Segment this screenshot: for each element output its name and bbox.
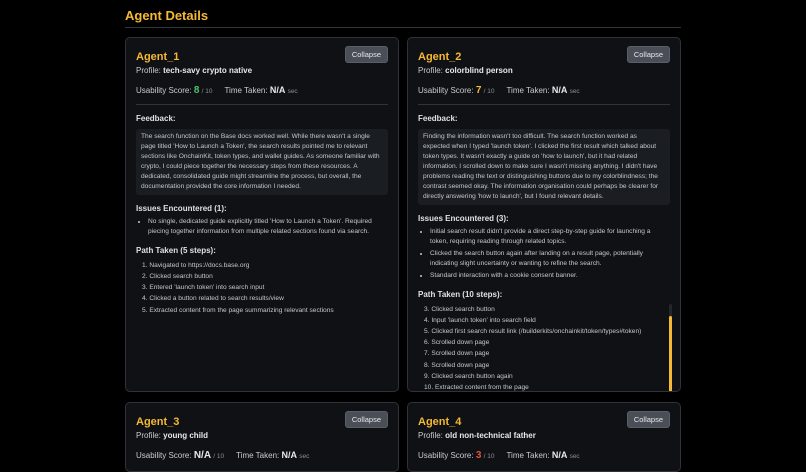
issues-list: [136, 217, 388, 237]
issue-item: • Clicked the search button again after landing on a result page, potentially indicating slight uncertainty or wanting to refine the search.: [430, 249, 670, 269]
issues-list: [418, 227, 670, 280]
usability-label: Usability Score:: [418, 451, 474, 460]
collapse-button[interactable]: Collapse: [627, 411, 670, 428]
usability-score: [418, 85, 494, 96]
path-heading: Path Taken (10 steps):: [418, 289, 503, 299]
step-item: 10. Extracted content from the page: [424, 383, 529, 391]
step-item: 6. Scrolled down page: [424, 339, 490, 347]
time-value: N/A: [269, 85, 286, 95]
issue-item: • Initial search result didn't provide a direct step-by-step guide for launching a token, requiring reading through related topics.: [430, 227, 670, 247]
agent-card-1: [125, 37, 399, 392]
usability-score: [136, 450, 224, 461]
usability-score: [418, 450, 494, 461]
issues-heading: Issues Encountered (1):: [136, 204, 227, 214]
time-label: Time Taken:: [236, 451, 280, 460]
usability-score: [136, 85, 212, 96]
card-divider: [136, 104, 388, 105]
agent-name: Agent_4: [418, 416, 462, 428]
step-item: 3. Entered 'launch token' into search input: [142, 284, 265, 292]
usability-label: Usability Score:: [136, 86, 192, 95]
time-unit: sec: [299, 453, 310, 460]
step-item: 5. Extracted content from the page summarizing relevant sections: [142, 306, 334, 314]
score-max: / 10: [201, 88, 213, 95]
agent-card-3: [125, 402, 399, 472]
metrics-row: [136, 85, 388, 96]
step-item: 4. Input 'launch token' into search field: [424, 316, 536, 324]
profile-label: Profile:: [136, 431, 161, 440]
profile-value: tech-savy crypto native: [163, 66, 253, 75]
issue-item: • No single, dedicated guide explicitly titled 'How to Launch a Token'. Required piecing together information from multiple related sections found via search.: [148, 217, 388, 237]
profile-line: [418, 431, 670, 440]
issue-item: • Standard interaction with a cookie consent banner.: [430, 271, 670, 281]
agent-card-2: [407, 37, 681, 392]
step-item: 9. Clicked search button again: [424, 372, 513, 380]
steps-scroll-area[interactable]: [418, 304, 670, 392]
metrics-row: [418, 85, 670, 96]
issues-heading: Issues Encountered (3):: [418, 214, 509, 224]
score-value: 8: [193, 85, 200, 96]
time-taken: [506, 450, 579, 460]
profile-line: [136, 431, 388, 440]
agent-name: Agent_2: [418, 51, 462, 63]
profile-label: Profile:: [136, 66, 161, 75]
profile-value: colorblind person: [445, 66, 513, 75]
time-value: N/A: [551, 85, 568, 95]
profile-line: [136, 66, 388, 75]
collapse-button[interactable]: Collapse: [627, 46, 670, 63]
profile-line: [418, 66, 670, 75]
time-unit: sec: [569, 88, 580, 95]
time-value: N/A: [551, 450, 568, 460]
feedback-heading: Feedback:: [418, 114, 458, 123]
profile-value: old non-technical father: [445, 431, 536, 440]
step-item: 4. Clicked a button related to search results/view: [142, 295, 284, 303]
usability-label: Usability Score:: [136, 451, 192, 460]
step-item: 8. Scrolled down page: [424, 361, 490, 369]
step-item: 1. Navigated to https://docs.base.org: [142, 261, 250, 269]
score-value: 7: [475, 85, 482, 96]
time-label: Time Taken:: [506, 451, 550, 460]
steps-list: [136, 260, 388, 316]
step-item: 7. Scrolled down page: [424, 350, 490, 358]
steps-list: [418, 304, 670, 392]
time-label: Time Taken:: [506, 86, 550, 95]
path-heading: Path Taken (5 steps):: [136, 245, 216, 255]
feedback-heading: Feedback:: [136, 114, 176, 123]
score-value: N/A: [193, 450, 212, 461]
time-unit: sec: [569, 453, 580, 460]
feedback-text: Finding the information wasn't too difficult. The search function worked as expected when I typed 'launch token'. I clicked the first result which talked about token types. It wasn't exactly a guide on 'how to launch', but it had related information. I scrolled down to make sure I wasn't missing anything. I didn't have problems reading the text or distinguishing buttons due to my colorblindness; the contrast seemed okay. The information organisation could perhaps be clearer for directly answering 'how to launch', but I found relevant details.: [418, 129, 670, 205]
time-taken: [236, 450, 309, 460]
step-item: 5. Clicked first search result link (/builderkits/onchainkit/token/types#token): [424, 327, 642, 335]
card-divider: [418, 104, 670, 105]
step-item: 2. Clicked search button: [142, 273, 213, 281]
collapse-button[interactable]: Collapse: [345, 46, 388, 63]
scrollbar-thumb[interactable]: [669, 316, 672, 392]
metrics-row: [136, 450, 388, 461]
score-max: / 10: [483, 453, 495, 460]
agent-name: Agent_1: [136, 51, 180, 63]
agent-card-4: [407, 402, 681, 472]
page-title: Agent Details: [125, 8, 209, 23]
score-max: / 10: [483, 88, 495, 95]
time-unit: sec: [287, 88, 298, 95]
time-label: Time Taken:: [224, 86, 268, 95]
profile-label: Profile:: [418, 66, 443, 75]
metrics-row: [418, 450, 670, 461]
time-taken: [506, 85, 579, 95]
profile-label: Profile:: [418, 431, 443, 440]
score-max: / 10: [213, 453, 225, 460]
score-value: 3: [475, 450, 482, 461]
feedback-text: The search function on the Base docs worked well. While there wasn't a single page titled 'How to Launch a Token', the search results pointed me to relevant sections like OnchainKit, token types, and wallet guides. As someone familiar with crypto, I could piece together the necessary steps from these resources. A dedicated, consolidated guide might streamline the process, but overall, the documentation provided the core information I needed.: [136, 129, 388, 195]
time-value: N/A: [281, 450, 297, 460]
step-item: 3. Clicked search button: [424, 305, 495, 313]
usability-label: Usability Score:: [418, 86, 474, 95]
collapse-button[interactable]: Collapse: [345, 411, 388, 428]
time-taken: [224, 85, 297, 95]
profile-value: young child: [163, 431, 209, 440]
agent-name: Agent_3: [136, 416, 180, 428]
title-divider: [125, 27, 681, 28]
